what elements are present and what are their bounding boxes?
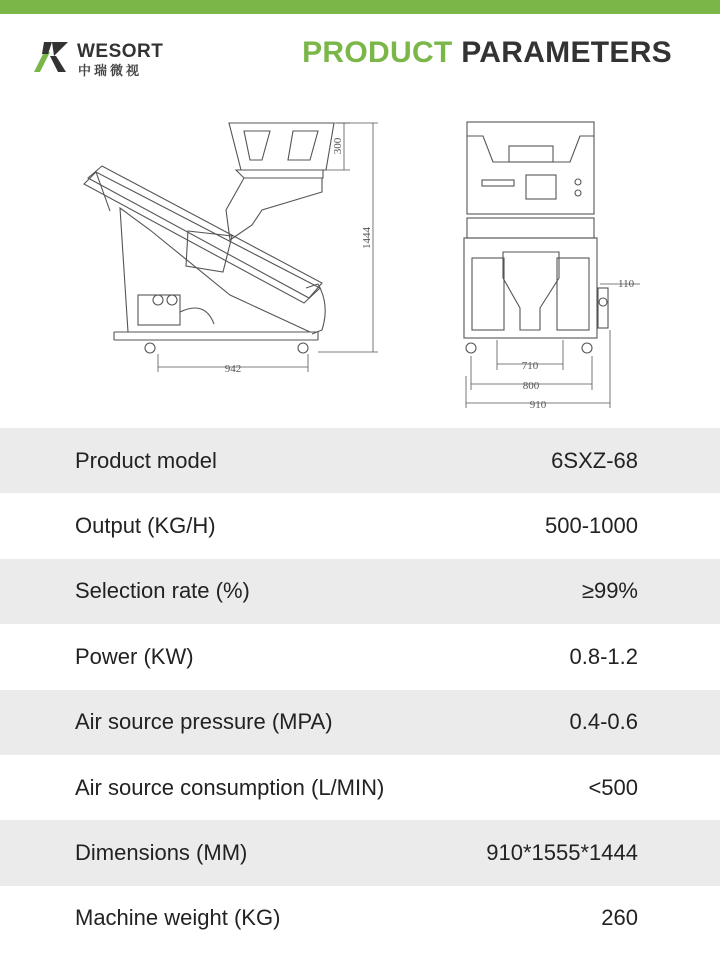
param-label: Dimensions (MM) (75, 840, 248, 866)
page-title-word1: PRODUCT (302, 36, 453, 69)
param-label: Product model (75, 447, 217, 473)
param-value: 0.4-0.6 (569, 709, 638, 735)
parameter-table (0, 428, 720, 951)
table-row (0, 624, 720, 689)
dim-label-110: 110 (618, 278, 635, 290)
brand-subtitle: 中瑞微视 (78, 63, 143, 78)
table-row (0, 755, 720, 820)
dim-label-942: 942 (224, 363, 242, 375)
brand-name: WESORT (77, 41, 164, 62)
dim-label-710: 710 (521, 360, 539, 372)
dim-label-1444: 1444 (361, 227, 373, 249)
param-value: <500 (588, 774, 638, 800)
top-accent-bar (0, 0, 720, 14)
table-row (0, 690, 720, 755)
param-label: Power (KW) (75, 643, 194, 669)
param-value: 6SXZ-68 (551, 447, 638, 473)
wesort-logo-icon (30, 38, 72, 76)
front-view-drawing (464, 122, 640, 408)
param-value: 910*1555*1444 (486, 840, 638, 866)
table-row (0, 886, 720, 951)
dim-label-910: 910 (529, 399, 547, 411)
brand-logo (30, 38, 180, 78)
table-row (0, 428, 720, 493)
param-value: 0.8-1.2 (569, 643, 638, 669)
param-value: 500-1000 (545, 513, 638, 539)
page-title (302, 36, 672, 70)
page-title-word2: PARAMETERS (461, 36, 672, 69)
table-row (0, 559, 720, 624)
param-label: Selection rate (%) (75, 578, 250, 604)
table-row (0, 493, 720, 558)
dim-label-300: 300 (332, 137, 344, 155)
param-value: ≥99% (581, 578, 638, 604)
param-label: Machine weight (KG) (75, 905, 281, 931)
param-label: Air source pressure (MPA) (75, 709, 333, 735)
side-view-drawing (84, 123, 378, 372)
param-label: Air source consumption (L/MIN) (75, 774, 385, 800)
dim-label-800: 800 (522, 380, 540, 392)
param-value: 260 (601, 905, 638, 931)
table-row (0, 820, 720, 885)
machine-technical-drawing (0, 85, 720, 425)
param-label: Output (KG/H) (75, 513, 216, 539)
